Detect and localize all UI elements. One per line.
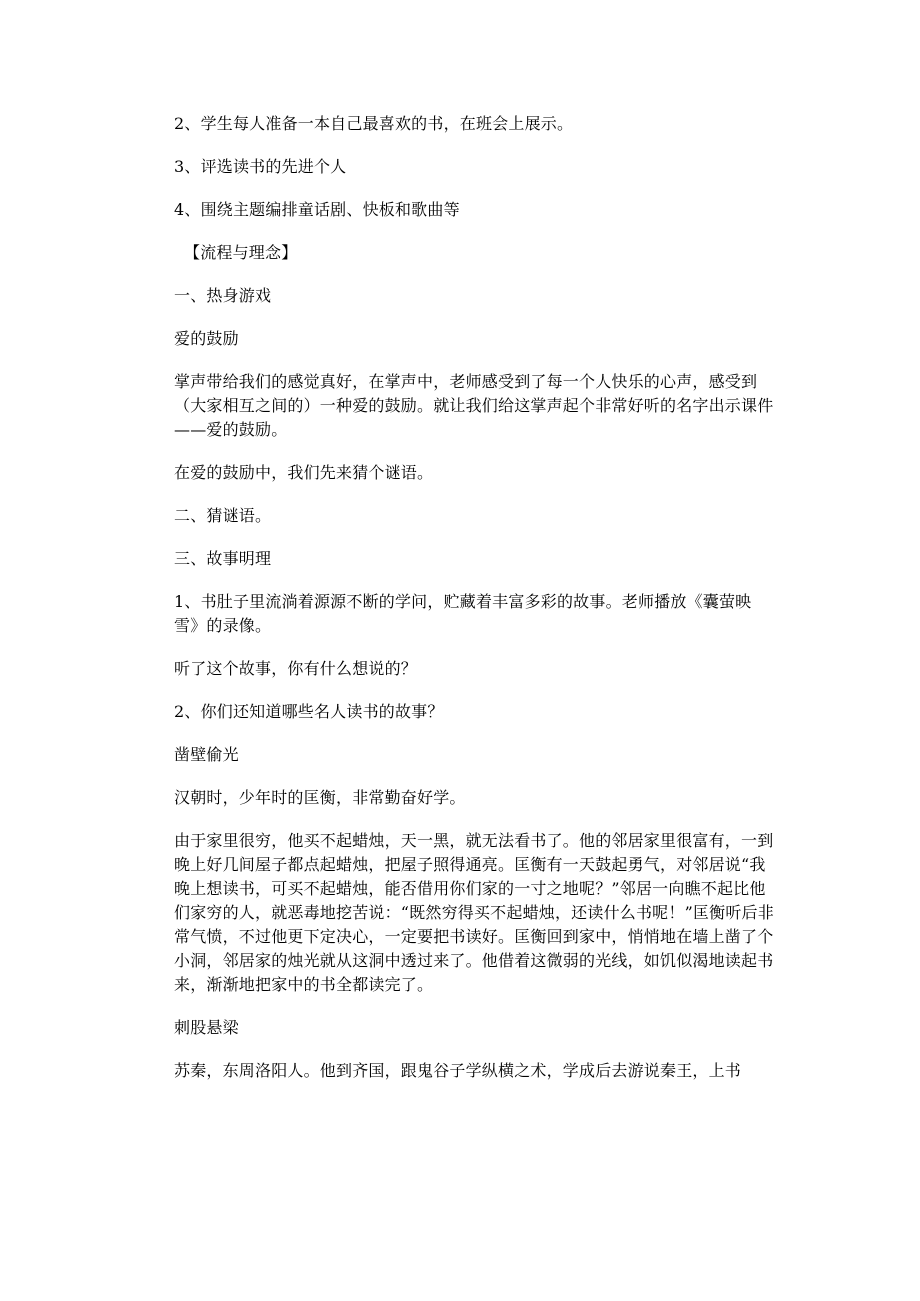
paragraph-suqin: 苏秦，东周洛阳人。他到齐国，跟鬼谷子学纵横之术，学成后去游说秦王，上书 xyxy=(174,1061,742,1080)
paragraph-applause: 掌声带给我们的感觉真好，在掌声中，老师感受到了每一个人快乐的心声，感受到（大家相互之间的）一种爱的鼓励。就让我们给这掌声起个非常好听的名字出示课件——爱的鼓励。 xyxy=(174,372,774,439)
section-heading-riddle: 二、猜谜语。 xyxy=(174,506,272,525)
section-heading-process: 【流程与理念】 xyxy=(184,243,298,262)
document-body xyxy=(174,112,774,1102)
story-title-zaobi: 凿壁偷光 xyxy=(174,745,239,764)
list-item-3: 3、评选读书的先进个人 xyxy=(174,157,347,176)
paragraph-video: 1、书肚子里流淌着源源不断的学问，贮藏着丰富多彩的故事。老师播放《囊萤映雪》的录像。 xyxy=(174,592,752,635)
list-item-2: 2、学生每人准备一本自己最喜欢的书，在班会上展示。 xyxy=(174,114,574,133)
paragraph-famous-stories: 2、你们还知道哪些名人读书的故事？ xyxy=(174,702,444,721)
paragraph-question: 听了这个故事，你有什么想说的？ xyxy=(174,659,418,678)
list-item-4: 4、围绕主题编排童话剧、快板和歌曲等 xyxy=(174,200,460,219)
section-heading-story: 三、故事明理 xyxy=(174,549,272,568)
section-heading-warmup: 一、热身游戏 xyxy=(174,286,272,305)
paragraph-kuangheng-story: 由于家里很穷，他买不起蜡烛，天一黑，就无法看书了。他的邻居家里很富有，一到晚上好几间屋子都点起蜡烛，把屋子照得通亮。匡衡有一天鼓起勇气，对邻居说“我晚上想读书，可买不起蜡烛，能否借用你们家的一寸之地呢？”邻居一向瞧不起比他们家穷的人，就恶毒地挖苦说：“既然穷得买不起蜡烛，还读什么书呢！”匡衡听后非常气愤，不过他更下定决心，一定要把书读好。匡衡回到家中，悄悄地在墙上凿了个小洞，邻居家的烛光就从这洞中透过来了。他借着这微弱的光线，如饥似渴地读起书来，渐渐地把家中的书全都读完了。 xyxy=(174,831,774,994)
paragraph-kuangheng-intro: 汉朝时，少年时的匡衡，非常勤奋好学。 xyxy=(174,788,466,807)
subheading-love-encouragement: 爱的鼓励 xyxy=(174,329,239,348)
paragraph-riddle-intro: 在爱的鼓励中，我们先来猜个谜语。 xyxy=(174,463,434,482)
story-title-cigu: 刺股悬梁 xyxy=(174,1018,239,1037)
